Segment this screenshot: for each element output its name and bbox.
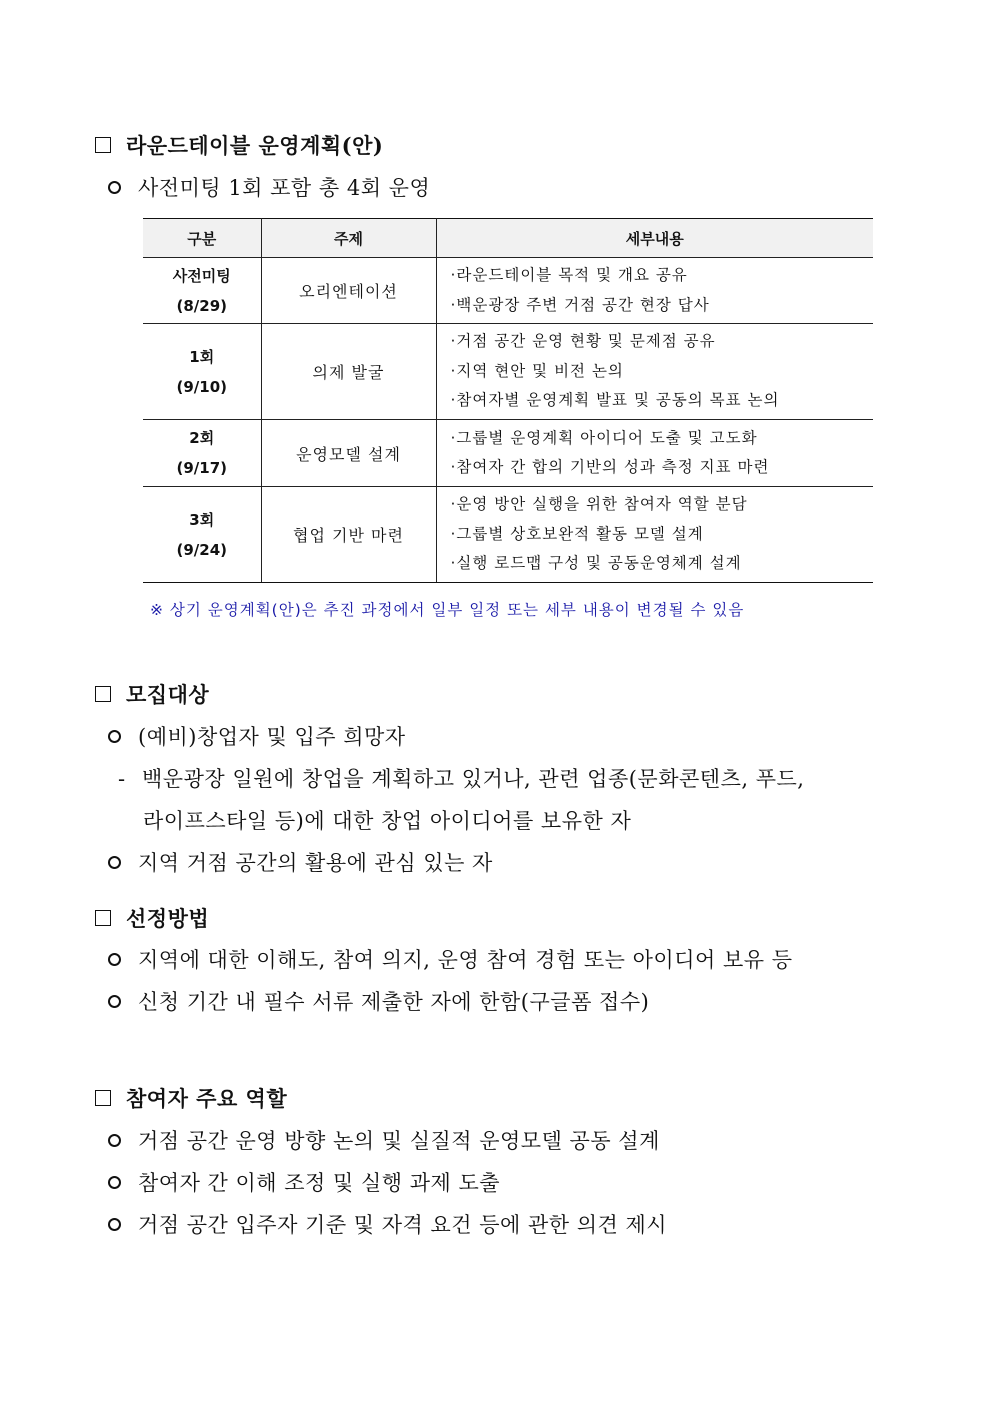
detail-line: ·그룹별 운영계획 아이디어 도출 및 고도화 bbox=[450, 428, 758, 447]
bullet-item bbox=[108, 1125, 660, 1155]
table-header-row bbox=[143, 219, 873, 258]
session-cell bbox=[143, 324, 261, 420]
session-cell bbox=[143, 420, 261, 487]
topic-cell: 오리엔테이션 bbox=[261, 258, 436, 324]
circle-bullet-icon bbox=[108, 953, 121, 966]
bullet-item bbox=[108, 986, 649, 1016]
section-heading-recruit bbox=[95, 679, 209, 709]
session-date: (9/24) bbox=[176, 540, 227, 559]
detail-line: ·거점 공간 운영 현황 및 문제점 공유 bbox=[450, 332, 716, 351]
checkbox-square-icon bbox=[95, 686, 111, 702]
checkbox-square-icon bbox=[95, 1090, 111, 1106]
detail-line: ·참여자 간 합의 기반의 성과 측정 지표 마련 bbox=[450, 458, 770, 476]
sub-item-text: 백운광장 일원에 창업을 계획하고 있거나, 관련 업종(문화콘텐츠, 푸드, bbox=[142, 767, 805, 791]
session-name: 2회 bbox=[189, 429, 215, 447]
heading-text: 선정방법 bbox=[126, 906, 210, 931]
details-cell bbox=[436, 324, 873, 420]
bullet-text: 거점 공간 운영 방향 논의 및 실질적 운영모델 공동 설계 bbox=[138, 1129, 660, 1153]
session-date: (8/29) bbox=[176, 296, 227, 315]
bullet-item bbox=[108, 944, 793, 974]
bullet-text: (예비)창업자 및 입주 희망자 bbox=[138, 725, 406, 749]
header-cell: 구분 bbox=[143, 219, 261, 258]
heading-text: 라운드테이블 운영계획(안) bbox=[126, 133, 384, 158]
details-cell bbox=[436, 420, 873, 487]
checkbox-square-icon bbox=[95, 910, 111, 926]
circle-bullet-icon bbox=[108, 1176, 121, 1189]
dash-marker: - bbox=[118, 767, 126, 791]
checkbox-square-icon bbox=[95, 137, 111, 153]
bullet-text: 참여자 간 이해 조정 및 실행 과제 도출 bbox=[138, 1171, 501, 1195]
table-note: ※ 상기 운영계획(안)은 추진 과정에서 일부 일정 또는 세부 내용이 변경될 수 있음 bbox=[150, 601, 745, 619]
sub-item bbox=[118, 763, 804, 793]
circle-bullet-icon bbox=[108, 1134, 121, 1147]
bullet-item bbox=[108, 172, 430, 202]
session-name: 1회 bbox=[189, 347, 215, 366]
detail-line: ·실행 로드맵 구성 및 공동운영체계 설계 bbox=[450, 554, 742, 573]
circle-bullet-icon bbox=[108, 730, 121, 743]
detail-line: ·지역 현안 및 비전 논의 bbox=[450, 361, 624, 380]
bullet-item bbox=[108, 847, 493, 877]
session-cell bbox=[143, 258, 261, 324]
section-heading-roles bbox=[95, 1083, 287, 1113]
table-row bbox=[143, 487, 873, 583]
detail-line: ·그룹별 상호보완적 활동 모델 설계 bbox=[450, 524, 704, 543]
session-name: 3회 bbox=[189, 510, 215, 529]
bullet-text: 지역에 대한 이해도, 참여 의지, 운영 참여 경험 또는 아이디어 보유 등 bbox=[138, 948, 793, 972]
table-row bbox=[143, 324, 873, 420]
sub-item-continuation: 라이프스타일 등)에 대한 창업 아이디어를 보유한 자 bbox=[143, 809, 632, 833]
roundtable-schedule-table bbox=[143, 218, 873, 583]
table-row bbox=[143, 420, 873, 487]
circle-bullet-icon bbox=[108, 181, 121, 194]
details-cell bbox=[436, 487, 873, 583]
header-cell: 세부내용 bbox=[436, 219, 873, 258]
detail-line: ·라운드테이블 목적 및 개요 공유 bbox=[450, 266, 688, 284]
detail-line: ·참여자별 운영계획 발표 및 공동의 목표 논의 bbox=[450, 391, 780, 410]
details-cell bbox=[436, 258, 873, 324]
circle-bullet-icon bbox=[108, 995, 121, 1008]
topic-cell: 운영모델 설계 bbox=[261, 420, 436, 487]
session-cell bbox=[143, 487, 261, 583]
topic-cell: 의제 발굴 bbox=[261, 324, 436, 420]
bullet-text: 사전미팅 1회 포함 총 4회 운영 bbox=[138, 176, 431, 200]
session-date: (9/10) bbox=[176, 377, 227, 396]
table-row bbox=[143, 258, 873, 324]
circle-bullet-icon bbox=[108, 1218, 121, 1231]
bullet-text: 신청 기간 내 필수 서류 제출한 자에 한함(구글폼 접수) bbox=[138, 990, 650, 1014]
heading-text: 참여자 주요 역할 bbox=[126, 1086, 288, 1111]
topic-cell: 협업 기반 마련 bbox=[261, 487, 436, 583]
circle-bullet-icon bbox=[108, 856, 121, 869]
session-name: 사전미팅 bbox=[172, 266, 231, 285]
detail-line: ·백운광장 주변 거점 공간 현장 답사 bbox=[450, 295, 710, 314]
bullet-item bbox=[108, 1167, 500, 1197]
header-cell: 주제 bbox=[261, 219, 436, 258]
bullet-item bbox=[108, 1209, 667, 1239]
section-heading-roundtable bbox=[95, 130, 383, 160]
detail-line: ·운영 방안 실행을 위한 참여자 역할 분담 bbox=[450, 495, 748, 514]
bullet-text: 거점 공간 입주자 기준 및 자격 요건 등에 관한 의견 제시 bbox=[138, 1213, 668, 1237]
bullet-item bbox=[108, 721, 406, 751]
session-date: (9/17) bbox=[176, 459, 227, 477]
section-heading-selection bbox=[95, 903, 209, 933]
heading-text: 모집대상 bbox=[126, 682, 210, 707]
bullet-text: 지역 거점 공간의 활용에 관심 있는 자 bbox=[138, 851, 493, 875]
